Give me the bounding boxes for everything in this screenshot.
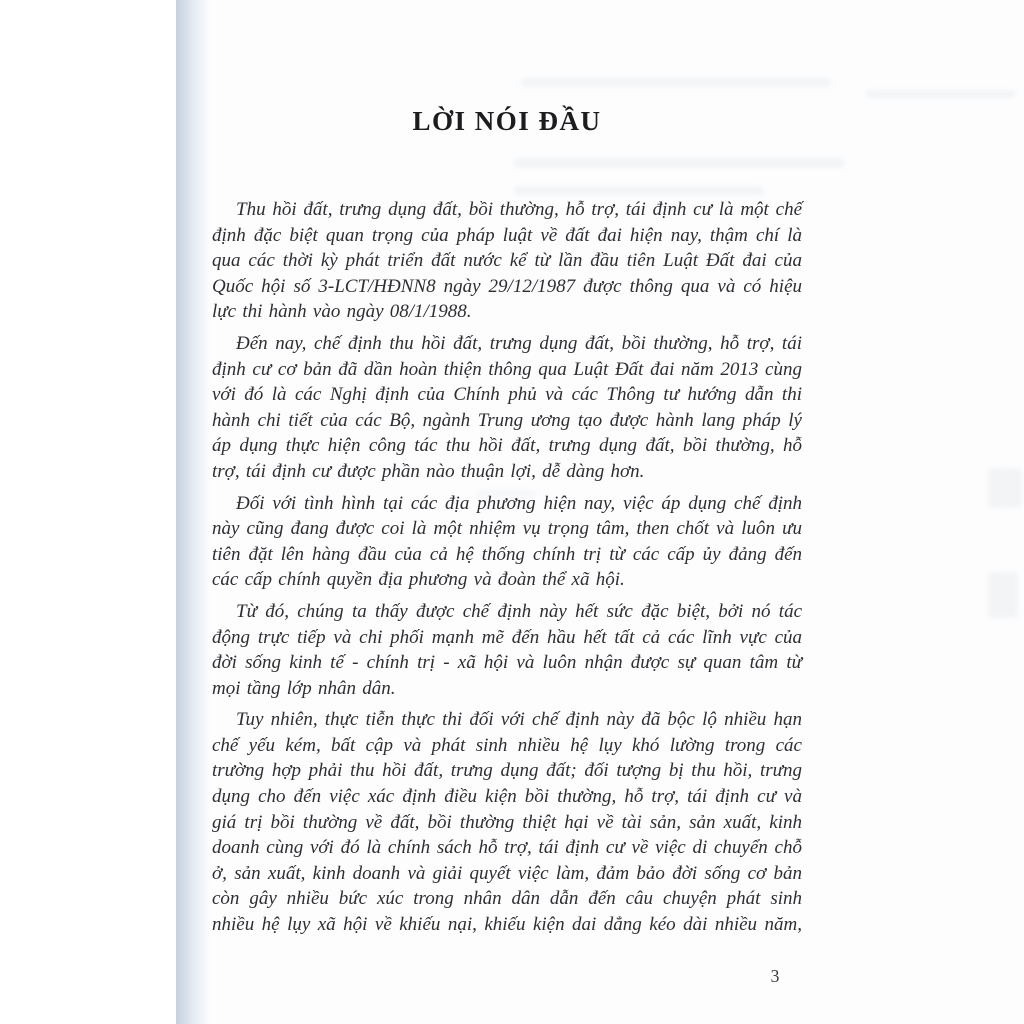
paragraph: Tuy nhiên, thực tiễn thực thi đối với chế định này đã bộc lộ nhiều hạn chế yếu kém, bất cập và phát sinh nhiều hệ lụy khó lường trong các trường hợp phải thu hồi đất, trưng dụng đất; đối tượng bị thu hồi, trưng dụng cho đến việc xác định điều kiện bồi thường, hỗ trợ, tái định cư và giá trị bồi thường về đất, bồi thường thiệt hại về tài sản, sản xuất, kinh doanh cùng với đó là chính sách hỗ trợ, tái định cư về việc di chuyển chỗ ở, sản xuất, kinh doanh và giải quyết việc làm, đảm bảo đời sống cơ bản còn gây nhiều bức xúc trong nhân dân dẫn đến câu chuyện phát sinh nhiều hệ lụy xã hội về khiếu nại, khiếu kiện dai dẳng kéo dài nhiều năm, <box>212 709 802 936</box>
paragraph: Đến nay, chế định thu hồi đất, trưng dụng đất, bồi thường, hỗ trợ, tái định cư cơ bản đã dần hoàn thiện thông qua Luật Đất đai năm 2013 cùng với đó là các Nghị định của Chính phủ và các Thông tư hướng dẫn thi hành chi tiết của các Bộ, ngành Trung ương tạo được hành lang pháp lý áp dụng thực hiện công tác thu hồi đất, trưng dụng đất, bồi thường, hỗ trợ, tái định cư được phần nào thuận lợi, dễ dàng hơn. <box>212 332 802 482</box>
text-column <box>212 0 802 944</box>
bleed-through-text <box>988 572 1018 618</box>
page-number: 3 <box>770 966 780 986</box>
paragraph: Thu hồi đất, trưng dụng đất, bồi thường, hỗ trợ, tái định cư là một chế định đặc biệt quan trọng của pháp luật về đất đai hiện nay, thậm chí là qua các thời kỳ phát triển đất nước kể từ lần đầu tiên Luật Đất đai của Quốc hội số 3-LCT/HĐNN8 ngày 29/12/1987 được thông qua và có hiệu lực thi hành vào ngày 08/1/1988. <box>212 199 802 323</box>
paragraph: Đối với tình hình tại các địa phương hiện nay, việc áp dụng chế định này cũng đang được coi là một nhiệm vụ trọng tâm, then chốt và luôn ưu tiên đặt lên hàng đầu của cả hệ thống chính trị từ các cấp ủy đảng đến các cấp chính quyền địa phương và đoàn thể xã hội. <box>212 492 802 591</box>
bleed-through-text <box>866 90 1016 98</box>
page-title: LỜI NÓI ĐẦU <box>412 106 602 136</box>
preface-body <box>212 197 802 938</box>
bleed-through-text <box>988 468 1022 508</box>
paragraph: Từ đó, chúng ta thấy được chế định này hết sức đặc biệt, bởi nó tác động trực tiếp và chi phối mạnh mẽ đến hầu hết tất cả các lĩnh vực của đời sống kinh tế - chính trị - xã hội và luôn nhận được sự quan tâm từ mọi tầng lớp nhân dân. <box>212 600 802 699</box>
page-gutter-shadow <box>176 0 210 1024</box>
